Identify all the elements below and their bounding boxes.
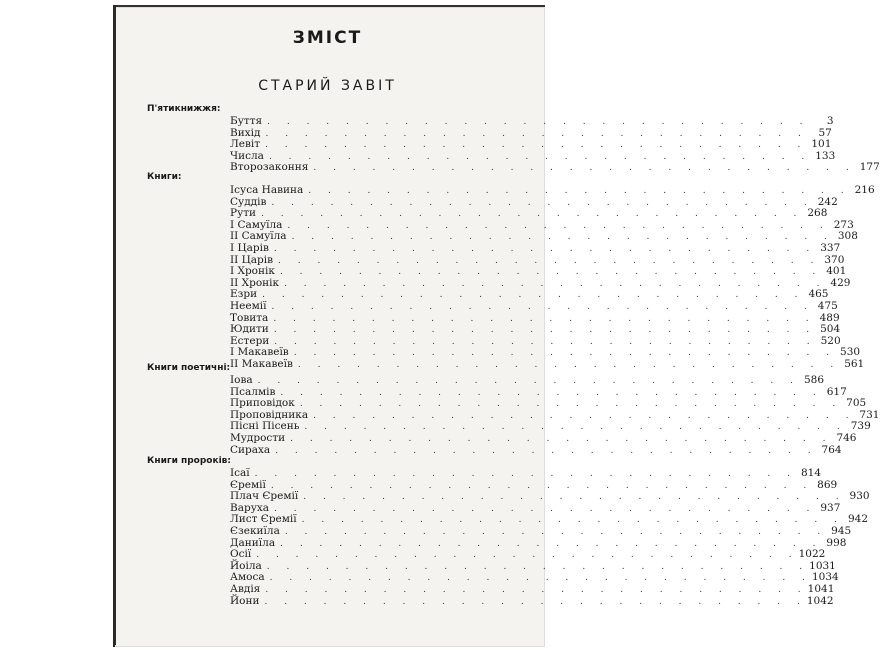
toc-entry — [230, 594, 834, 608]
entry-title: ІІ Макавеїв — [230, 358, 293, 370]
page-title: ЗМІСТ — [292, 28, 363, 48]
entry-page-number: 101 — [811, 138, 832, 151]
entry-page-number: 739 — [850, 420, 871, 433]
dot-leader: . . . . . . . . . . . . . . . . . . . . . . . . . . . . — [271, 302, 814, 312]
page-binding-edge — [113, 5, 116, 645]
entry-title: ІІ Царів — [230, 253, 274, 266]
dot-leader: . . . . . . . . . . . . . . . . . . . . . . . . . . . . — [265, 585, 808, 595]
entry-title: ІІ Хронік — [230, 276, 280, 289]
dot-leader: . . . . . . . . . . . . . . . . . . . . . . . . . . . . — [313, 410, 856, 421]
entry-title: Даниїла — [230, 536, 276, 549]
dot-leader: . . . . . . . . . . . . . . . . . . . . . . . . . . . . — [256, 550, 799, 561]
dot-leader: . . . . . . . . . . . . . . . . . . . . . . . . . . . . — [265, 140, 808, 151]
dot-leader: . . . . . . . . . . . . . . . . . . . . . . . . . . . . — [273, 313, 816, 324]
dot-leader: . . . . . . . . . . . . . . . . . . . . . . . . . . . . — [299, 399, 843, 410]
entry-page-number: 1031 — [809, 559, 836, 572]
dot-leader: . . . . . . . . . . . . . . . . . . . . . . . . . . . . — [268, 151, 812, 162]
entry-title: Авдія — [230, 583, 261, 595]
dot-leader: . . . . . . . . . . . . . . . . . . . . . . . . . . . . — [278, 255, 821, 266]
entry-page-number: 945 — [831, 525, 852, 537]
dot-leader: . . . . . . . . . . . . . . . . . . . . . . . . . . . . — [291, 232, 834, 243]
dot-leader: . . . . . . . . . . . . . . . . . . . . . . . . . . . . — [274, 503, 817, 514]
toc-entry — [230, 161, 880, 174]
entry-page-number: 530 — [840, 346, 861, 359]
entry-page-number: 869 — [817, 478, 838, 491]
dot-leader: . . . . . . . . . . . . . . . . . . . . . . . . . . . . — [293, 348, 837, 359]
entry-page-number: 746 — [836, 432, 857, 444]
entry-page-number: 705 — [846, 397, 867, 410]
entry-page-number: 930 — [849, 490, 870, 503]
dot-leader: . . . . . . . . . . . . . . . . . . . . . . . . . . . . — [279, 267, 823, 278]
entry-title: Второзаконня — [230, 161, 309, 174]
dot-leader: . . . . . . . . . . . . . . . . . . . . . . . . . . . . — [273, 244, 817, 254]
entry-title: Йони — [230, 594, 260, 607]
entry-title: Ісаї — [230, 467, 250, 479]
section-title: СТАРИЙ ЗАВІТ — [258, 78, 397, 94]
entry-title: Псалмів — [230, 385, 276, 398]
dot-leader: . . . . . . . . . . . . . . . . . . . . . . . . . . . . — [274, 336, 817, 347]
entry-title: І Хронік — [230, 265, 275, 278]
entry-title: ІІ Самуїла — [230, 230, 287, 243]
entry-title: Приповідок — [230, 397, 295, 410]
toc-entry — [230, 443, 842, 457]
entry-page-number: 504 — [820, 323, 841, 336]
entry-page-number: 1034 — [811, 571, 839, 584]
entry-title: Амоса — [230, 571, 265, 584]
entry-page-number: 937 — [820, 501, 841, 514]
dot-leader: . . . . . . . . . . . . . . . . . . . . . . . . . . . . — [280, 387, 823, 398]
dot-leader: . . . . . . . . . . . . . . . . . . . . . . . . . . . . — [270, 480, 814, 491]
entry-title: І Царів — [230, 242, 269, 254]
section-heading: Книги: — [147, 172, 182, 182]
dot-leader: . . . . . . . . . . . . . . . . . . . . . . . . . . . . — [271, 197, 814, 208]
entry-page-number: 731 — [859, 408, 880, 421]
entry-page-number: 3 — [826, 115, 834, 127]
dot-leader: . . . . . . . . . . . . . . . . . . . . . . . . . . . . — [264, 596, 807, 607]
dot-leader: . . . . . . . . . . . . . . . . . . . . . . . . . . . . — [269, 573, 812, 584]
entry-title: Числа — [230, 149, 264, 162]
entry-title: Мудрости — [230, 432, 286, 444]
entry-title: Іова — [230, 374, 253, 386]
entry-title: Товита — [230, 311, 269, 324]
entry-page-number: 942 — [847, 513, 868, 526]
dot-leader: . . . . . . . . . . . . . . . . . . . . . . . . . . . . — [313, 163, 856, 174]
dot-leader: . . . . . . . . . . . . . . . . . . . . . . . . . . . . — [290, 434, 833, 444]
entry-title: Осії — [230, 548, 252, 561]
dot-leader: . . . . . . . . . . . . . . . . . . . . . . . . . . . . — [304, 422, 847, 433]
section-heading: П'ятикнижжя: — [147, 104, 221, 114]
entry-title: Езри — [230, 288, 258, 301]
dot-leader: . . . . . . . . . . . . . . . . . . . . . . . . . . . . — [265, 128, 808, 139]
entry-page-number: 273 — [833, 218, 854, 231]
entry-page-number: 561 — [844, 358, 865, 370]
entry-title: Неемії — [230, 300, 267, 312]
entry-title: Юдити — [230, 323, 269, 336]
entry-page-number: 617 — [826, 385, 847, 398]
entry-title: Ісуса Навина — [230, 184, 304, 196]
entry-page-number: 1042 — [806, 594, 834, 607]
dot-leader: . . . . . . . . . . . . . . . . . . . . . . . . . . . . — [267, 117, 810, 127]
dot-leader: . . . . . . . . . . . . . . . . . . . . . . . . . . . . — [308, 186, 851, 196]
section-heading: Книги поетичні: — [147, 363, 231, 373]
entry-title: Плач Єремії — [230, 490, 299, 503]
entry-page-number: 429 — [830, 276, 851, 289]
entry-page-number: 370 — [824, 253, 845, 266]
dot-leader: . . . . . . . . . . . . . . . . . . . . . . . . . . . . — [266, 561, 810, 572]
entry-title: Єзекиїла — [230, 525, 280, 537]
entry-page-number: 337 — [820, 242, 841, 254]
entry-title: Вихід — [230, 126, 261, 139]
entry-title: Варуха — [230, 501, 270, 514]
entry-title: Лист Єремії — [230, 513, 297, 526]
section-heading: Книги пророків: — [147, 456, 231, 466]
entry-page-number: 57 — [818, 126, 832, 139]
dot-leader: . . . . . . . . . . . . . . . . . . . . . . . . . . . . — [284, 278, 827, 289]
dot-leader: . . . . . . . . . . . . . . . . . . . . . . . . . . . . — [297, 360, 841, 370]
dot-leader: . . . . . . . . . . . . . . . . . . . . . . . . . . . . — [262, 290, 805, 301]
entry-title: Сираха — [230, 443, 271, 456]
entry-title: Левіт — [230, 138, 261, 151]
entry-title: Суддів — [230, 195, 267, 208]
entry-title: І Самуїла — [230, 218, 283, 231]
entry-title: Пісні Пісень — [230, 420, 300, 433]
dot-leader: . . . . . . . . . . . . . . . . . . . . . . . . . . . . — [287, 220, 830, 231]
entry-title: І Макавеїв — [230, 346, 289, 359]
entry-page-number: 998 — [826, 536, 847, 549]
entry-title: Рути — [230, 207, 257, 220]
entry-page-number: 475 — [817, 300, 838, 312]
entry-page-number: 177 — [859, 161, 880, 174]
dot-leader: . . . . . . . . . . . . . . . . . . . . . . . . . . . . — [273, 325, 817, 336]
dot-leader: . . . . . . . . . . . . . . . . . . . . . . . . . . . . — [254, 469, 798, 479]
entry-page-number: 242 — [817, 195, 838, 208]
dot-leader: . . . . . . . . . . . . . . . . . . . . . . . . . . . . — [301, 515, 844, 526]
entry-title: Проповідника — [230, 408, 309, 421]
dot-leader: . . . . . . . . . . . . . . . . . . . . . . . . . . . . — [284, 527, 828, 537]
entry-title: Йоіла — [230, 559, 262, 572]
entry-page-number: 401 — [826, 265, 847, 278]
entry-page-number: 1022 — [798, 548, 826, 561]
dot-leader: . . . . . . . . . . . . . . . . . . . . . . . . . . . . — [303, 492, 846, 503]
entry-page-number: 586 — [803, 374, 824, 386]
dot-leader: . . . . . . . . . . . . . . . . . . . . . . . . . . . . — [280, 538, 823, 549]
entry-page-number: 1041 — [807, 583, 835, 595]
entry-page-number: 764 — [821, 443, 842, 456]
entry-title: Буття — [230, 115, 263, 127]
toc-entry — [230, 358, 865, 371]
entry-page-number: 268 — [807, 207, 828, 220]
entry-page-number: 308 — [837, 230, 858, 243]
dot-leader: . . . . . . . . . . . . . . . . . . . . . . . . . . . . — [275, 445, 818, 456]
dot-leader: . . . . . . . . . . . . . . . . . . . . . . . . . . . . — [261, 209, 804, 220]
entry-page-number: 133 — [815, 149, 836, 162]
entry-page-number: 489 — [819, 311, 840, 324]
entry-title: Єремії — [230, 478, 266, 491]
entry-page-number: 814 — [800, 467, 822, 479]
entry-title: Естери — [230, 334, 270, 347]
entry-page-number: 216 — [854, 184, 875, 196]
entry-page-number: 520 — [820, 334, 841, 347]
entry-page-number: 465 — [808, 288, 829, 301]
dot-leader: . . . . . . . . . . . . . . . . . . . . . . . . . . . . — [257, 376, 800, 386]
